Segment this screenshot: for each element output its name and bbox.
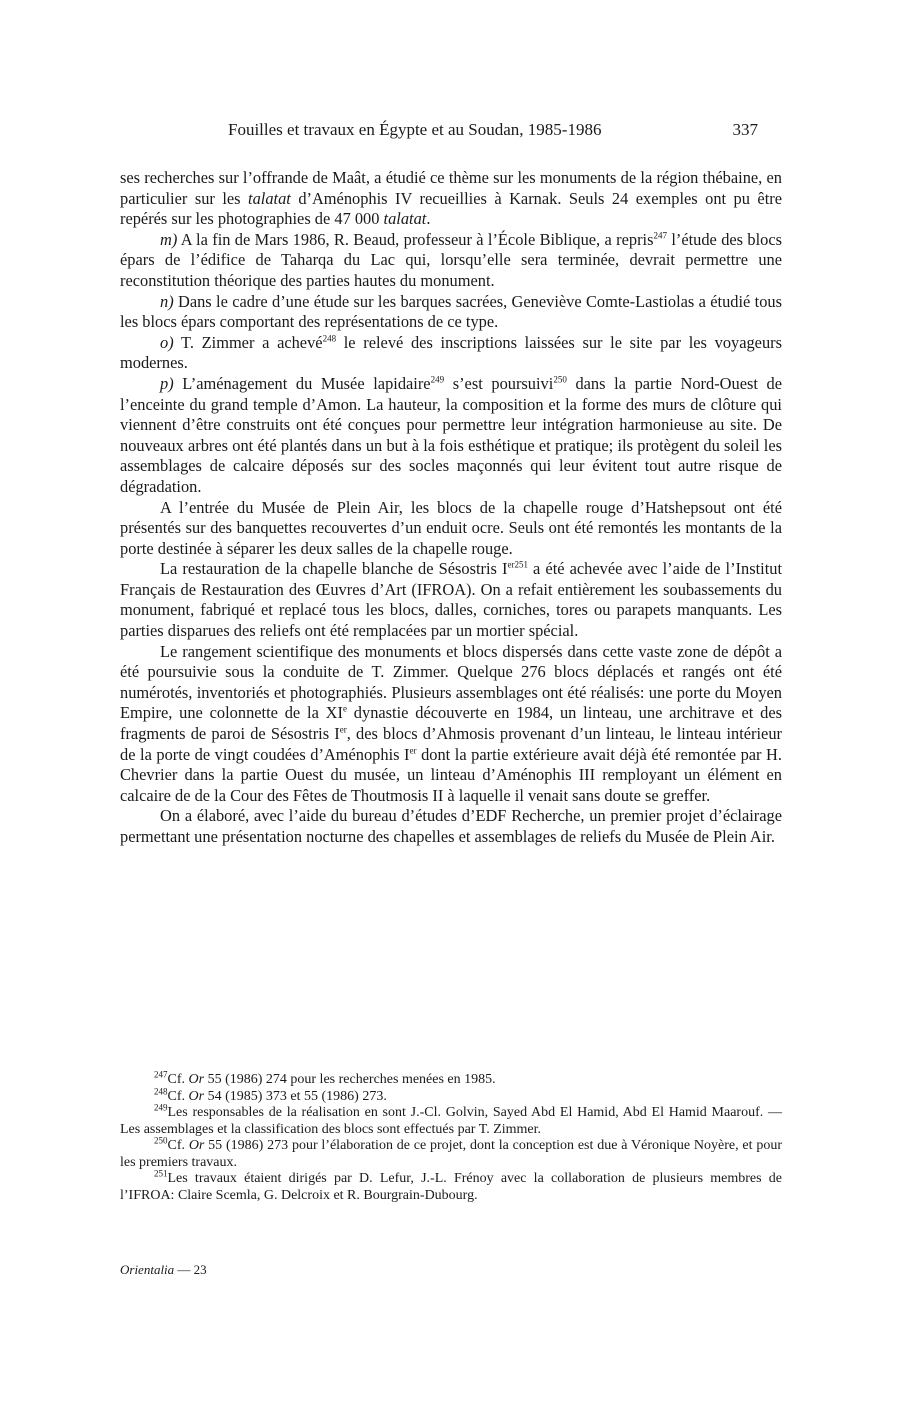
running-title: Fouilles et travaux en Égypte et au Soudan, 1985-1986 — [228, 120, 602, 139]
paragraph-m: m) A la fin de Mars 1986, R. Beaud, professeur à l’École Biblique, a repris$^{247}$ l’étude des blocs épars de l’édifice de Taharqa du Lac qui, lorsqu’elle sera terminée, devrait permettre une reconstitution théorique des parties hautes du monument. — [120, 229, 783, 290]
paragraph-rangement: Le rangement scientifique des monuments et blocs dispersés dans cette vaste zone de dépôt a été poursuivie sous la conduite de T. Zimmer. Quelque 276 blocs déplacés et rangés ont été numérotés, inventoriés et photographiés. Plusieurs assemblages ont été réalisés: une porte du Moyen Empire, une colonnette de la XIe dynastie découverte en 1984, un linteau, une architrave et des fragments de paroi de Sésostris Ier, des blocs d’Ahmosis provenant d’un linteau, le linteau intérieur de la porte de vingt coudées d’Aménophis Ier dont la partie extérieure avait déjà été remontée par H. Chevrier dans la partie Ouest du musée, un linteau d’Aménophis III remployant un élément en calcaire de de la Cour des Fêtes de Thoutmosis II à laquelle il venait sans doute se greffer. — [120, 641, 783, 805]
footnote-ref: 249 — [430, 374, 445, 385]
paragraph-entree: A l’entrée du Musée de Plein Air, les blocs de la chapelle rouge d’Hatshepsout ont été présentés sur des banquettes recouvertes d’un enduit ocre. Seuls ont été remontés les montants de la porte destinée à séparer les deux salles de la chapelle rouge. — [120, 497, 782, 558]
item-label: n) — [160, 291, 174, 311]
item-label: m) — [160, 229, 178, 249]
footnote-251: $^{251}$Les travaux étaient dirigés par D. Lefur, J.-L. Frénoy avec la collaboration de plusieurs membres de l’IFROA: Claire Scemla, G. Delcroix et R. Bourgrain-Dubourg. — [120, 1168, 782, 1203]
body-text — [120, 168, 782, 848]
footnote-247: $^{247}$Cf. Or 55 (1986) 274 pour les recherches menées en 1985. — [154, 1069, 496, 1087]
paragraph-p: p) L’aménagement du Musée lapidaire$^{249}$ s’est poursuivi$^{250}$ dans la partie Nord-Ouest de l’enceinte du grand temple d’Amon. La hauteur, la composition et la forme des murs de clôture qui viennent d’être construits ont été conçues pour permettre leur intégration harmonieuse au site. De nouveaux arbres ont été plantés dans un but à la fois esthétique et pratique; ils protègent du soleil les assemblages de calcaire déposés sur des socles maçonnés qui leur évitent tout autre risque de dégradation. — [120, 373, 782, 496]
sheet-number: 23 — [193, 1262, 207, 1277]
item-label: p) — [160, 373, 174, 393]
paragraph-eclairage: On a élaboré, avec l’aide du bureau d’études d’EDF Recherche, un premier projet d’éclairage permettant une présentation nocturne des chapelles et assemblages de reliefs du Musée de Plein Air. — [120, 806, 782, 846]
footnote-ref: 247 — [653, 230, 667, 241]
footnote-ref: 250 — [553, 374, 567, 385]
footnote-248: $^{248}$Cf. Or 54 (1985) 373 et 55 (1986) 273. — [154, 1085, 387, 1104]
page-number: 337 — [732, 120, 758, 139]
footnote-ref: er251 — [507, 559, 528, 570]
paragraph-n: n) Dans le cadre d’une étude sur les barques sacrées, Geneviève Comte-Lastiolas a étudié tous les blocs épars comportant des représentations de ce type. — [120, 291, 782, 332]
paragraph-maat: ses recherches sur l’offrande de Maât, a étudié ce thème sur les monuments de la région thébaine, en particulier sur les talatat d’Aménophis IV recueillies à Karnak. Seuls 24 exemples ont pu être repérés sur les photographies de 47 000 talatat. — [120, 168, 782, 229]
journal-name: Orientalia — [120, 1262, 175, 1277]
paragraph-o: o) T. Zimmer a achevé$^{248}$ le relevé des inscriptions laissées sur le site par les voyageurs modernes. — [120, 332, 782, 373]
footnotes — [120, 1069, 782, 1204]
paragraph-restauration: La restauration de la chapelle blanche de Sésostris $I^{er251}$ a été achevée avec l’aide de l’Institut Français de Restauration des Œuvres d’Art (IFROA). On a refait entièrement les soubassements du monument, fabriqué et replacé tous les blocs, dalles, corniches, tores ou parapets manquants. Les parties disparues des reliefs ont été remplacées par un mortier spécial. — [120, 559, 783, 641]
footnote-250: $^{250}$Cf. Or 55 (1986) 273 pour l’élaboration de ce projet, dont la conception est due à Véronique Noyère, et pour les premiers travaux. — [120, 1135, 782, 1170]
footnote-ref: 248 — [322, 333, 337, 344]
item-label: o) — [160, 332, 174, 352]
sheet-signature: Orientalia — 23 — [120, 1262, 207, 1277]
footnote-249: $^{249}$Les responsables de la réalisation en sont J.-Cl. Golvin, Sayed Abd El Hamid, Abd El Hamid Maarouf. — Les assemblages et la classification des blocs sont effectués par T. Zimmer. — [120, 1102, 782, 1137]
